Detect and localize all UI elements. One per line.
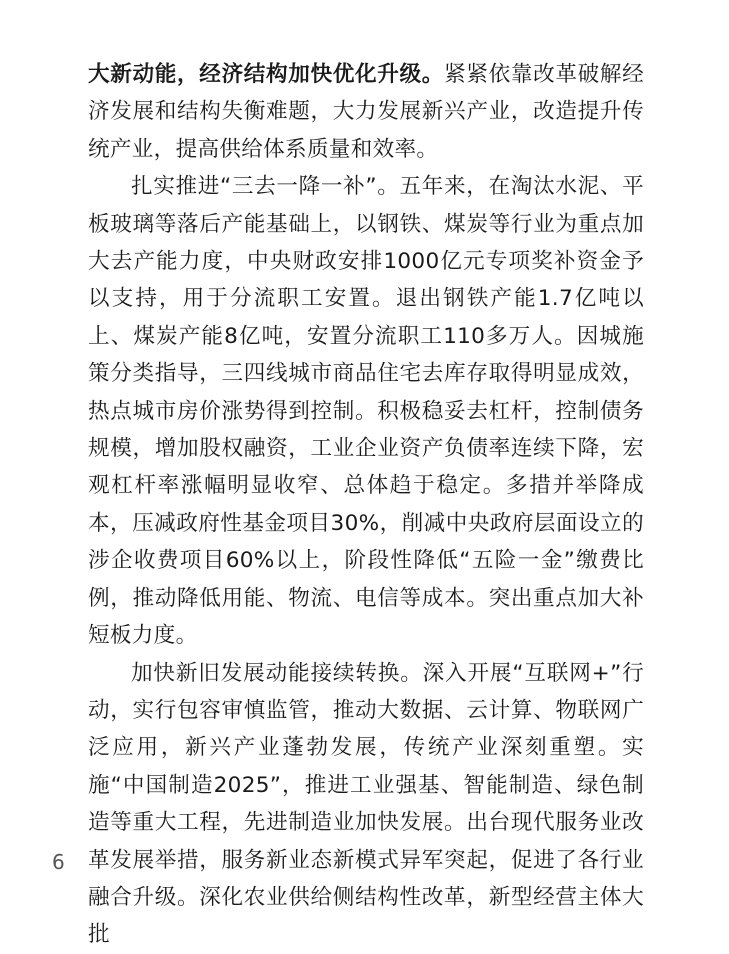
paragraph-text: 加快新旧发展动能接续转换。深入开展“互联网+”行动，实行包容审慎监管，推动大数据、云计算、物联网广泛应用，新兴产业蓬勃发展，传统产业深刻重塑。实施“中国制造2025”，推进工业强基、智能制造、绿色制造等重大工程，先进制造业加快发展。出台现代服务业改革发展举措，服务新业态新模式异军突起，促进了各行业融合升级。深化农业供给侧结构性改革，新型经营主体大批 xyxy=(88,660,644,948)
paragraph-text: 扎实推进“三去一降一补”。五年来，在淘汰水泥、平板玻璃等落后产能基础上，以钢铁、煤炭等行业为重点加大去产能力度，中央财政安排1000亿元专项奖补资金予以支持，用于分流职工安置。退出钢铁产能1.7亿吨以上、煤炭产能8亿吨，安置分流职工110多万人。因城施策分类指导，三四线城市商品住宅去库存取得明显成效，热点城市房价涨势得到控制。积极稳妥去杠杆，控制债务规模，增加股权融资，工业企业资产负债率连续下降，宏观杠杆率涨幅明显收窄、总体趋于稳定。多措并举降成本，压减政府性基金项目30%，削减中央政府层面设立的涉企收费项目60%以上，阶段性降低“五险一金”缴费比例，推动降低用能、物流、电信等成本。突出重点加大补短板力度。 xyxy=(88,174,644,649)
bold-lead-text: 大新动能，经济结构加快优化升级。 xyxy=(88,62,445,87)
paragraph-2 xyxy=(88,168,644,654)
page-number: 6 xyxy=(52,850,65,874)
paragraph-text: 紧紧依靠改革破解经济发展和结构失衡难题，大力发展新兴产业，改造提升传统产业，提高供给体系质量和效率。 xyxy=(88,62,644,162)
paragraph-3 xyxy=(88,655,644,954)
paragraph-1 xyxy=(88,56,644,168)
body-text xyxy=(88,56,644,954)
